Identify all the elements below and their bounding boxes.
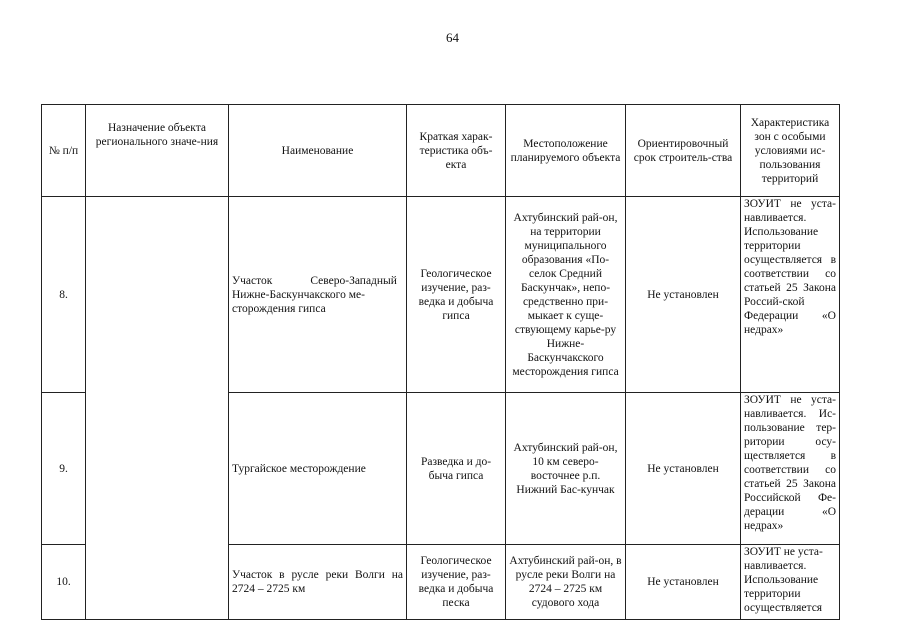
objects-table — [41, 104, 840, 620]
purpose-cell — [86, 197, 229, 620]
row-location: Ахтубинский рай-он, 10 км северо-восточнее р.п. Нижний Бас-кунчак — [506, 393, 626, 545]
table-header-row — [42, 105, 840, 197]
page-number: 64 — [446, 30, 459, 45]
row-name: Участок в русле реки Волги на 2724 – 2725 км — [229, 545, 407, 620]
header-name: Наименование — [229, 105, 407, 197]
row-zones: ЗОУИТ не уста-навливается. Ис-пользование тер-ритории осу-ществляется в соответствии со статьей 25 Закона Российской Фе-дерации «О недрах» — [741, 393, 840, 545]
row-name — [229, 197, 407, 393]
row-location: Ахтубинский рай-он, на территории муниципального образования «По-селок Средний Баскунчак», непо-средственно при-мыкает к суще-ствующему карье-ру Нижне-Баскунчакского месторождения гипса — [506, 197, 626, 393]
row-num: 10. — [42, 545, 86, 620]
row-num: 9. — [42, 393, 86, 545]
row-name: Тургайское месторождение — [229, 393, 407, 545]
row-name-part-b: Северо-Западный Нижне-Баскунчакского ме-сторождения гипса — [232, 274, 397, 315]
header-zones: Характеристика зон с особыми условиями ис-пользования территорий — [741, 105, 840, 197]
row-characteristic: Разведка и до-быча гипса — [407, 393, 506, 545]
row-num: 8. — [42, 197, 86, 393]
row-name-part-a: Участок — [232, 274, 273, 287]
header-characteristic: Краткая харак-теристика объ-екта — [407, 105, 506, 197]
row-term: Не установлен — [626, 393, 741, 545]
header-num: № п/п — [42, 105, 86, 197]
table-row — [42, 197, 840, 393]
row-term: Не установлен — [626, 545, 741, 620]
row-zones: ЗОУИТ не уста-навливается. Использование территории осуществляется — [741, 545, 840, 620]
row-zones: ЗОУИТ не уста-навливается. Использование территории осуществляется в соответствии со статьей 25 Закона Россий-ской Федерации «О недрах» — [741, 197, 840, 393]
header-location: Местоположение планируемого объекта — [506, 105, 626, 197]
row-term: Не установлен — [626, 197, 741, 393]
header-term: Ориентировочный срок строитель-ства — [626, 105, 741, 197]
row-characteristic: Геологическое изучение, раз-ведка и добыча песка — [407, 545, 506, 620]
row-location: Ахтубинский рай-он, в русле реки Волги на 2724 – 2725 км судового хода — [506, 545, 626, 620]
header-purpose: Назначение объекта регионального значе-ния — [86, 105, 229, 197]
row-characteristic: Геологическое изучение, раз-ведка и добыча гипса — [407, 197, 506, 393]
